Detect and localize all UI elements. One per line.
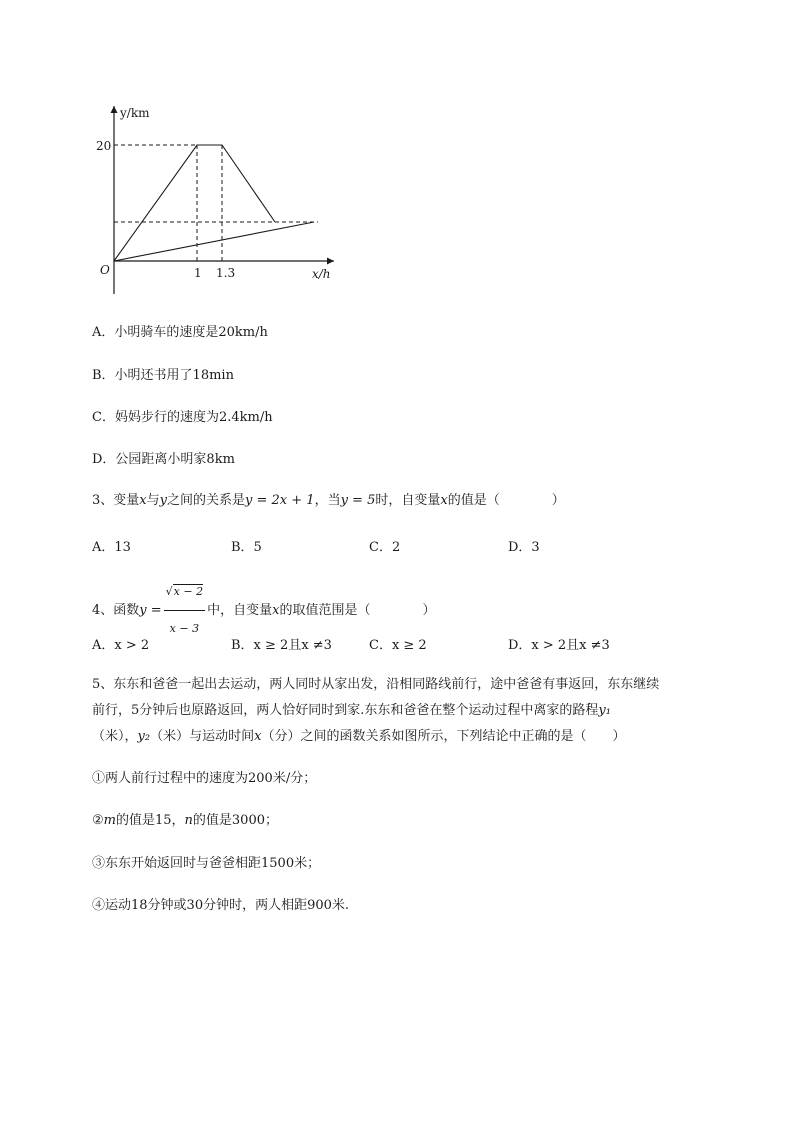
q3-var-x2: x [440, 493, 448, 508]
q4-option-c: C．x ≥ 2 [369, 638, 427, 653]
q3-eq1: y = 2x + 1 [245, 493, 315, 508]
q5-line3b: （米）与运动时间 [150, 729, 255, 744]
q5-line2 [92, 702, 611, 720]
q2-option-b: B．小明还书用了18min [92, 368, 234, 383]
q3-mid3: ，当 [314, 493, 341, 508]
q5-s2b: 的值是15， [115, 813, 185, 828]
q3-option-c: C．2 [369, 540, 401, 555]
q4-y-eq: y = [139, 603, 162, 618]
q5-line2-text: 前行，5分钟后也原路返回，两人恰好同时到家.东东和爸爸在整个运动过程中离家的路程 [92, 703, 599, 718]
q3-mid1: 与 [146, 493, 160, 508]
q5-statement-3: ③东东开始返回时与爸爸相距1500米； [92, 856, 321, 871]
y-axis-label: y/km [120, 106, 150, 120]
q3-option-b: B．5 [231, 540, 262, 555]
q3-mid4: 时，自变量 [375, 493, 441, 508]
q5-statement-4: ④运动18分钟或30分钟时，两人相距900米. [92, 898, 350, 913]
q4-option-b: B．x ≥ 2且x ≠3 [231, 638, 332, 653]
x-tick-13: 1.3 [216, 266, 236, 280]
q3-mid2: 之间的关系是 [167, 493, 246, 508]
origin-label: O [100, 263, 110, 277]
q5-line3 [92, 728, 625, 746]
q4-suffix: 的取值范围是（ ） [279, 603, 436, 618]
q3-var-y: y [159, 493, 167, 508]
q5-line1: 5、东东和爸爸一起出去运动，两人同时从家出发，沿相同路线前行，途中爸爸有事返回，东东继续 [92, 677, 660, 692]
q5-s2c: 的值是3000； [192, 813, 278, 828]
distance-time-graph [92, 98, 342, 303]
q2-option-a: A．小明骑车的速度是20km/h [92, 325, 268, 340]
q4-fraction [164, 574, 205, 647]
q4-prefix: 4、函数 [92, 603, 140, 618]
q3-var-x: x [139, 493, 147, 508]
q4-var-x: x [272, 603, 280, 618]
q5-y1: y₁ [598, 703, 611, 718]
q4-option-d: D．x > 2且x ≠3 [508, 638, 610, 653]
q5-var-n: n [184, 813, 193, 828]
bike-trip-line [114, 145, 275, 261]
q2-option-d: D．公园距离小明家8km [92, 452, 235, 467]
q3-suffix: 的值是（ ） [447, 493, 565, 508]
q3-option-a: A．13 [92, 540, 131, 555]
q4-denominator: x − 3 [169, 622, 200, 635]
x-axis-label: x/h [312, 267, 331, 281]
q5-statement-1: ①两人前行过程中的速度为200米/分； [92, 771, 317, 786]
q5-line3a: （米）， [92, 729, 138, 744]
q4-numerator: x − 2 [173, 585, 204, 598]
q4-numerator-wrap: √x − 2 [164, 574, 205, 611]
walk-line [114, 222, 314, 261]
q2-option-c: C．妈妈步行的速度为2.4km/h [92, 410, 273, 425]
q4-option-a: A．x > 2 [92, 638, 150, 653]
q5-statement-2 [92, 812, 278, 830]
q5-var-m: m [103, 813, 116, 828]
q5-s2a: ② [92, 813, 104, 828]
q5-y2: y₂ [137, 729, 151, 744]
q3-stem [92, 492, 565, 510]
q5-line3c: （分）之间的函数关系如图所示，下列结论中正确的是（ ） [261, 729, 626, 744]
y-tick-20: 20 [96, 139, 112, 153]
q3-eq2: y = 5 [340, 493, 376, 508]
q3-prefix: 3、变量 [92, 493, 140, 508]
q3-option-d: D．3 [508, 540, 540, 555]
x-tick-1: 1 [194, 266, 202, 280]
q4-mid: 中，自变量 [207, 603, 273, 618]
q5-var-x: x [254, 729, 262, 744]
